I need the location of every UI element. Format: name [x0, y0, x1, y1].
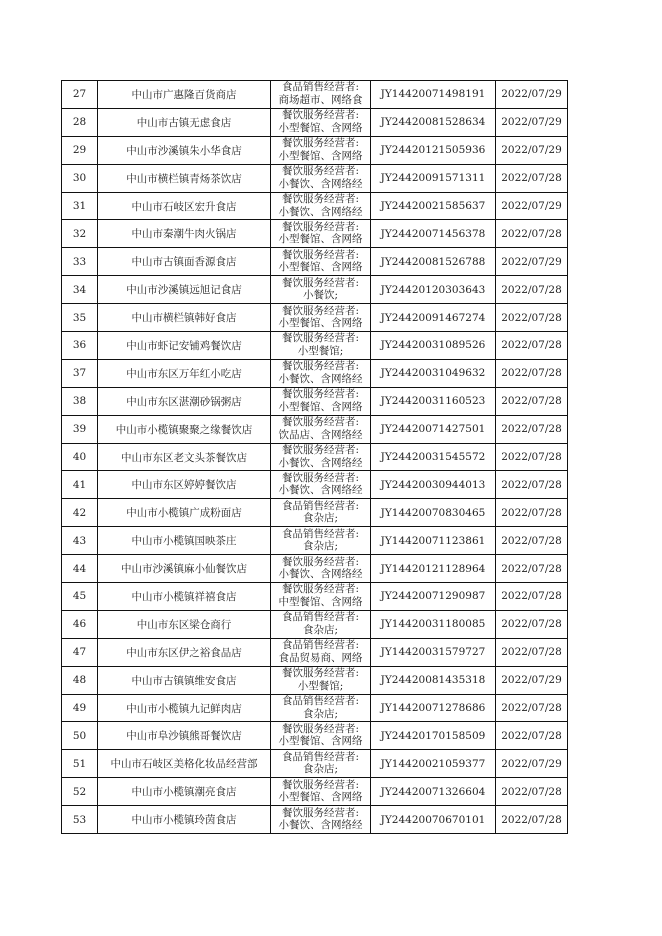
- issue-date: 2022/07/28: [496, 220, 568, 248]
- row-number: 53: [62, 806, 98, 834]
- license-number: JY24420031049632: [371, 359, 496, 387]
- business-type: [271, 81, 371, 109]
- table-row: [62, 722, 568, 750]
- table-row: [62, 471, 568, 499]
- business-name: 中山市横栏镇青炀茶饮店: [98, 164, 271, 192]
- issue-date: 2022/07/28: [496, 443, 568, 471]
- business-type: [271, 722, 371, 750]
- issue-date: 2022/07/28: [496, 806, 568, 834]
- business-type-line: 小型餐馆、含网络: [278, 735, 363, 748]
- business-name: 中山市小榄镇聚聚之缘餐饮店: [98, 415, 271, 443]
- business-type-line: 小餐饮、含网络经: [278, 205, 363, 218]
- business-type-line: 小型餐馆、含网络: [278, 400, 363, 413]
- issue-date: 2022/07/28: [496, 499, 568, 527]
- row-number: 50: [62, 722, 98, 750]
- issue-date: 2022/07/28: [496, 610, 568, 638]
- business-name: 中山市沙溪镇远旭记食店: [98, 276, 271, 304]
- table-row: [62, 610, 568, 638]
- business-name: 中山市小榄镇广成粉面店: [98, 499, 271, 527]
- business-type-line: 餐饮服务经营者:: [281, 416, 360, 429]
- row-number: 45: [62, 583, 98, 611]
- business-name: 中山市东区老文头茶餐饮店: [98, 443, 271, 471]
- business-type-line: 小餐饮、含网络经: [278, 177, 363, 190]
- issue-date: 2022/07/28: [496, 527, 568, 555]
- business-name: 中山市石岐区宏升食店: [98, 192, 271, 220]
- business-name: 中山市东区婷婷餐饮店: [98, 471, 271, 499]
- license-number: JY14420071123861: [371, 527, 496, 555]
- business-type-line: 小餐饮、含网络经: [278, 484, 363, 497]
- business-type: [271, 527, 371, 555]
- business-type: [271, 666, 371, 694]
- business-type-line: 餐饮服务经营者:: [281, 165, 360, 178]
- business-type-line: 小餐饮;: [302, 289, 339, 302]
- license-number: JY14420070830465: [371, 499, 496, 527]
- business-type-line: 小型餐馆、含网络: [278, 791, 363, 804]
- issue-date: 2022/07/28: [496, 359, 568, 387]
- license-number: JY24420071326604: [371, 778, 496, 806]
- business-name: 中山市古镇面香源食店: [98, 248, 271, 276]
- business-type: [271, 471, 371, 499]
- license-number: JY24420120303643: [371, 276, 496, 304]
- business-type-line: 餐饮服务经营者:: [281, 276, 360, 289]
- license-number: JY24420031160523: [371, 387, 496, 415]
- row-number: 51: [62, 750, 98, 778]
- business-type-line: 食品销售经营者:: [281, 750, 360, 763]
- business-type-line: 餐饮服务经营者:: [281, 109, 360, 122]
- license-number: JY14420031579727: [371, 638, 496, 666]
- issue-date: 2022/07/29: [496, 81, 568, 109]
- table-row: [62, 192, 568, 220]
- row-number: 44: [62, 555, 98, 583]
- row-number: 28: [62, 108, 98, 136]
- license-table: [61, 80, 568, 834]
- business-type-line: 餐饮服务经营者:: [281, 722, 360, 735]
- business-type-line: 食品销售经营者:: [281, 81, 360, 94]
- business-type-line: 食杂店;: [302, 707, 339, 720]
- row-number: 47: [62, 638, 98, 666]
- business-type-line: 食品销售经营者:: [281, 527, 360, 540]
- row-number: 46: [62, 610, 98, 638]
- issue-date: 2022/07/28: [496, 471, 568, 499]
- row-number: 36: [62, 332, 98, 360]
- table-row: [62, 415, 568, 443]
- row-number: 52: [62, 778, 98, 806]
- issue-date: 2022/07/28: [496, 778, 568, 806]
- business-type: [271, 387, 371, 415]
- table-row: [62, 359, 568, 387]
- business-type: [271, 248, 371, 276]
- business-type-line: 小餐饮、含网络经: [278, 456, 363, 469]
- business-type: [271, 694, 371, 722]
- table-row: [62, 443, 568, 471]
- table-row: [62, 555, 568, 583]
- business-type: [271, 778, 371, 806]
- row-number: 43: [62, 527, 98, 555]
- table-row: [62, 387, 568, 415]
- license-number: JY24420071427501: [371, 415, 496, 443]
- row-number: 38: [62, 387, 98, 415]
- business-name: 中山市小榄镇国映茶庄: [98, 527, 271, 555]
- business-type: [271, 443, 371, 471]
- license-number: JY14420121128964: [371, 555, 496, 583]
- business-name: 中山市虾记安铺鸡餐饮店: [98, 332, 271, 360]
- business-name: 中山市沙溪镇朱小华食店: [98, 136, 271, 164]
- table-row: [62, 806, 568, 834]
- business-type: [271, 806, 371, 834]
- issue-date: 2022/07/28: [496, 164, 568, 192]
- issue-date: 2022/07/28: [496, 332, 568, 360]
- table-row: [62, 527, 568, 555]
- license-number: JY14420071278686: [371, 694, 496, 722]
- business-name: 中山市沙溪镇麻小仙餐饮店: [98, 555, 271, 583]
- business-type-line: 食品销售经营者:: [281, 611, 360, 624]
- table-row: [62, 638, 568, 666]
- table-row: [62, 136, 568, 164]
- business-type-line: 中型餐馆、含网络: [278, 595, 363, 608]
- business-type-line: 餐饮服务经营者:: [281, 248, 360, 261]
- issue-date: 2022/07/28: [496, 694, 568, 722]
- business-type: [271, 415, 371, 443]
- business-type-line: 餐饮服务经营者:: [281, 471, 360, 484]
- row-number: 31: [62, 192, 98, 220]
- business-type-line: 餐饮服务经营者:: [281, 137, 360, 150]
- license-number: JY24420071290987: [371, 583, 496, 611]
- business-type-line: 小型餐馆、含网络: [278, 317, 363, 330]
- business-type: [271, 555, 371, 583]
- issue-date: 2022/07/29: [496, 666, 568, 694]
- table-row: [62, 164, 568, 192]
- business-name: 中山市东区梁仓商行: [98, 610, 271, 638]
- license-number: JY24420031089526: [371, 332, 496, 360]
- issue-date: 2022/07/28: [496, 304, 568, 332]
- business-type-line: 餐饮服务经营者:: [281, 193, 360, 205]
- business-type: [271, 638, 371, 666]
- license-number: JY24420031545572: [371, 443, 496, 471]
- license-number: JY14420031180085: [371, 610, 496, 638]
- issue-date: 2022/07/29: [496, 108, 568, 136]
- business-name: 中山市东区湛潮砂锅粥店: [98, 387, 271, 415]
- business-type-line: 食品销售经营者:: [281, 695, 360, 708]
- table-row: [62, 750, 568, 778]
- business-type: [271, 220, 371, 248]
- license-number: JY24420121505936: [371, 136, 496, 164]
- business-type: [271, 499, 371, 527]
- business-type: [271, 276, 371, 304]
- business-type: [271, 583, 371, 611]
- business-type-line: 饮品店、含网络经: [278, 428, 363, 441]
- business-type-line: 餐饮服务经营者:: [281, 388, 360, 401]
- business-type-line: 商场超市、网络食: [278, 93, 363, 106]
- license-number: JY24420081526788: [371, 248, 496, 276]
- issue-date: 2022/07/29: [496, 248, 568, 276]
- issue-date: 2022/07/28: [496, 387, 568, 415]
- business-type-line: 餐饮服务经营者:: [281, 667, 360, 680]
- row-number: 49: [62, 694, 98, 722]
- business-name: 中山市秦潮牛肉火锅店: [98, 220, 271, 248]
- issue-date: 2022/07/28: [496, 583, 568, 611]
- business-type: [271, 750, 371, 778]
- business-name: 中山市小榄镇潮亮食店: [98, 778, 271, 806]
- business-type-line: 食品销售经营者:: [281, 639, 360, 652]
- table-row: [62, 81, 568, 109]
- business-type-line: 餐饮服务经营者:: [281, 304, 360, 317]
- row-number: 34: [62, 276, 98, 304]
- row-number: 32: [62, 220, 98, 248]
- business-type-line: 小餐饮、含网络经: [278, 568, 363, 581]
- business-type: [271, 359, 371, 387]
- row-number: 40: [62, 443, 98, 471]
- license-number: JY24420091571311: [371, 164, 496, 192]
- table-row: [62, 332, 568, 360]
- business-type-line: 餐饮服务经营者:: [281, 360, 360, 373]
- table-row: [62, 276, 568, 304]
- issue-date: 2022/07/28: [496, 415, 568, 443]
- license-number: JY24420091467274: [371, 304, 496, 332]
- business-name: 中山市小榄镇祥禧食店: [98, 583, 271, 611]
- license-number: JY24420071456378: [371, 220, 496, 248]
- row-number: 27: [62, 81, 98, 109]
- issue-date: 2022/07/29: [496, 192, 568, 220]
- license-number: JY24420021585637: [371, 192, 496, 220]
- business-type-line: 食杂店;: [302, 540, 339, 553]
- business-type-line: 餐饮服务经营者:: [281, 583, 360, 596]
- table-row: [62, 694, 568, 722]
- business-type-line: 餐饮服务经营者:: [281, 806, 360, 819]
- issue-date: 2022/07/28: [496, 722, 568, 750]
- issue-date: 2022/07/29: [496, 136, 568, 164]
- business-type: [271, 164, 371, 192]
- business-type: [271, 304, 371, 332]
- row-number: 37: [62, 359, 98, 387]
- business-name: 中山市古镇镇维安食店: [98, 666, 271, 694]
- row-number: 42: [62, 499, 98, 527]
- business-name: 中山市东区伊之裕食品店: [98, 638, 271, 666]
- issue-date: 2022/07/28: [496, 555, 568, 583]
- business-name: 中山市横栏镇韩好食店: [98, 304, 271, 332]
- business-type-line: 食杂店;: [302, 623, 339, 636]
- license-number: JY24420070670101: [371, 806, 496, 834]
- license-number: JY24420081435318: [371, 666, 496, 694]
- business-type-line: 食品贸易商、网络: [278, 651, 363, 664]
- business-type-line: 小型餐馆、含网络: [278, 121, 363, 134]
- license-number: JY24420030944013: [371, 471, 496, 499]
- table-row: [62, 248, 568, 276]
- row-number: 29: [62, 136, 98, 164]
- business-type-line: 小型餐馆、含网络: [278, 149, 363, 162]
- table-row: [62, 499, 568, 527]
- license-number: JY14420071498191: [371, 81, 496, 109]
- business-type-line: 小型餐馆、含网络: [278, 261, 363, 274]
- business-type-line: 食杂店;: [302, 512, 339, 525]
- business-type-line: 小餐饮、含网络经: [278, 819, 363, 832]
- business-name: 中山市古镇无虑食店: [98, 108, 271, 136]
- business-type: [271, 108, 371, 136]
- row-number: 48: [62, 666, 98, 694]
- business-name: 中山市广惠隆百货商店: [98, 81, 271, 109]
- row-number: 33: [62, 248, 98, 276]
- business-type-line: 餐饮服务经营者:: [281, 444, 360, 457]
- business-type: [271, 332, 371, 360]
- business-type-line: 餐饮服务经营者:: [281, 220, 360, 233]
- table-row: [62, 220, 568, 248]
- row-number: 39: [62, 415, 98, 443]
- business-type-line: 食品销售经营者:: [281, 499, 360, 512]
- license-number: JY24420170158509: [371, 722, 496, 750]
- license-number: JY24420081528634: [371, 108, 496, 136]
- table-row: [62, 108, 568, 136]
- business-name: 中山市小榄镇玲茵食店: [98, 806, 271, 834]
- issue-date: 2022/07/28: [496, 638, 568, 666]
- row-number: 35: [62, 304, 98, 332]
- business-type: [271, 136, 371, 164]
- business-type: [271, 192, 371, 220]
- table-row: [62, 778, 568, 806]
- issue-date: 2022/07/29: [496, 750, 568, 778]
- business-type-line: 小型餐馆;: [297, 344, 344, 357]
- table-row: [62, 666, 568, 694]
- business-name: 中山市石岐区美格化妆品经营部: [98, 750, 271, 778]
- issue-date: 2022/07/28: [496, 276, 568, 304]
- business-type-line: 餐饮服务经营者:: [281, 332, 360, 345]
- business-type-line: 食杂店;: [302, 763, 339, 776]
- business-name: 中山市小榄镇九记鲜肉店: [98, 694, 271, 722]
- table-row: [62, 583, 568, 611]
- business-type-line: 餐饮服务经营者:: [281, 778, 360, 791]
- table-row: [62, 304, 568, 332]
- row-number: 30: [62, 164, 98, 192]
- business-name: 中山市东区万年红小吃店: [98, 359, 271, 387]
- business-name: 中山市阜沙镇熊哥餐饮店: [98, 722, 271, 750]
- business-type-line: 餐饮服务经营者:: [281, 555, 360, 568]
- row-number: 41: [62, 471, 98, 499]
- license-number: JY14420021059377: [371, 750, 496, 778]
- business-type: [271, 610, 371, 638]
- business-type-line: 小餐饮、含网络经: [278, 372, 363, 385]
- business-type-line: 小型餐馆、含网络: [278, 233, 363, 246]
- business-type-line: 小型餐馆;: [297, 679, 344, 692]
